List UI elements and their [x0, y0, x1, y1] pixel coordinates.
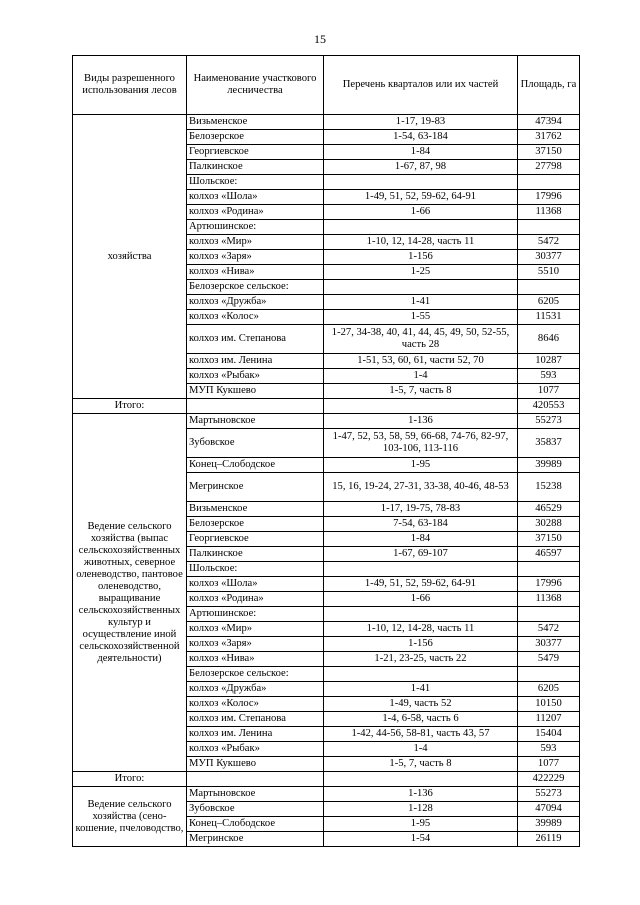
quarters-cell: 1-156	[324, 250, 518, 265]
total-row	[73, 772, 580, 787]
area-cell	[518, 667, 580, 682]
area-cell: 46529	[518, 502, 580, 517]
quarters-cell: 1-95	[324, 817, 518, 832]
district-name-cell: колхоз «Нива»	[187, 652, 324, 667]
table-body	[73, 115, 580, 847]
area-cell: 593	[518, 742, 580, 757]
area-cell	[518, 175, 580, 190]
area-cell: 8646	[518, 325, 580, 354]
quarters-cell: 1-49, 51, 52, 59-62, 64-91	[324, 577, 518, 592]
district-name-cell: Мегринское	[187, 832, 324, 847]
quarters-cell	[324, 175, 518, 190]
area-cell: 47094	[518, 802, 580, 817]
district-name-cell: колхоз им. Ленина	[187, 727, 324, 742]
quarters-cell: 1-128	[324, 802, 518, 817]
quarters-cell: 15, 16, 19-24, 27-31, 33-38, 40-46, 48-53	[324, 473, 518, 502]
quarters-cell: 1-49, 51, 52, 59-62, 64-91	[324, 190, 518, 205]
forest-use-table	[72, 55, 580, 847]
page-number: 15	[314, 32, 326, 46]
area-cell: 27798	[518, 160, 580, 175]
area-cell: 39989	[518, 458, 580, 473]
quarters-cell: 1-49, часть 52	[324, 697, 518, 712]
district-name-cell: Белозерское	[187, 130, 324, 145]
total-label: Итого:	[73, 772, 187, 787]
header-kind: Виды разрешенного использования лесов	[73, 56, 187, 115]
area-cell: 5472	[518, 235, 580, 250]
quarters-cell: 1-41	[324, 682, 518, 697]
district-name-cell: Белозерское сельское:	[187, 667, 324, 682]
quarters-cell: 1-21, 23-25, часть 22	[324, 652, 518, 667]
total-row	[73, 399, 580, 414]
quarters-cell: 1-42, 44-56, 58-81, часть 43, 57	[324, 727, 518, 742]
area-cell: 5479	[518, 652, 580, 667]
empty-cell	[324, 399, 518, 414]
district-name-cell: Шольское:	[187, 562, 324, 577]
district-name-cell: колхоз «Дружба»	[187, 295, 324, 310]
quarters-cell: 1-17, 19-75, 78-83	[324, 502, 518, 517]
area-cell: 15238	[518, 473, 580, 502]
district-name-cell: колхоз «Рыбак»	[187, 369, 324, 384]
total-value: 420553	[518, 399, 580, 414]
quarters-cell	[324, 220, 518, 235]
quarters-cell: 1-51, 53, 60, 61, части 52, 70	[324, 354, 518, 369]
empty-cell	[187, 399, 324, 414]
district-name-cell: колхоз «Дружба»	[187, 682, 324, 697]
quarters-cell: 1-67, 87, 98	[324, 160, 518, 175]
area-cell: 31762	[518, 130, 580, 145]
area-cell: 47394	[518, 115, 580, 130]
district-name-cell: колхоз «Родина»	[187, 205, 324, 220]
district-name-cell: колхоз «Шола»	[187, 577, 324, 592]
area-cell: 11207	[518, 712, 580, 727]
quarters-cell: 1-5, 7, часть 8	[324, 757, 518, 772]
area-cell: 1077	[518, 757, 580, 772]
area-cell: 55273	[518, 414, 580, 429]
area-cell: 30377	[518, 637, 580, 652]
header-district: Наименование участкового лесничества	[187, 56, 324, 115]
district-name-cell: колхоз «Родина»	[187, 592, 324, 607]
district-name-cell: Артюшинское:	[187, 220, 324, 235]
district-name-cell: Георгиевское	[187, 532, 324, 547]
area-cell	[518, 280, 580, 295]
quarters-cell: 1-84	[324, 145, 518, 160]
quarters-cell: 1-67, 69-107	[324, 547, 518, 562]
district-name-cell: Палкинское	[187, 547, 324, 562]
empty-cell	[187, 772, 324, 787]
use-kind-cell: Ведение сельского хозяйства (сено-кошение, пчеловодство,	[73, 787, 187, 847]
table-row	[73, 787, 580, 802]
area-cell: 593	[518, 369, 580, 384]
district-name-cell: Шольское:	[187, 175, 324, 190]
total-label: Итого:	[73, 399, 187, 414]
district-name-cell: Конец–Слободское	[187, 458, 324, 473]
quarters-cell: 1-4	[324, 742, 518, 757]
quarters-cell: 1-10, 12, 14-28, часть 11	[324, 235, 518, 250]
district-name-cell: Артюшинское:	[187, 607, 324, 622]
area-cell: 55273	[518, 787, 580, 802]
district-name-cell: колхоз им. Ленина	[187, 354, 324, 369]
district-name-cell: колхоз «Нива»	[187, 265, 324, 280]
area-cell: 15404	[518, 727, 580, 742]
area-cell: 10287	[518, 354, 580, 369]
district-name-cell: Белозерское сельское:	[187, 280, 324, 295]
area-cell: 26119	[518, 832, 580, 847]
quarters-cell: 1-5, 7, часть 8	[324, 384, 518, 399]
district-name-cell: Визьменское	[187, 502, 324, 517]
quarters-cell: 1-136	[324, 414, 518, 429]
quarters-cell	[324, 667, 518, 682]
district-name-cell: колхоз «Мир»	[187, 235, 324, 250]
quarters-cell: 1-54	[324, 832, 518, 847]
quarters-cell: 7-54, 63-184	[324, 517, 518, 532]
quarters-cell: 1-156	[324, 637, 518, 652]
district-name-cell: Белозерское	[187, 517, 324, 532]
area-cell: 30377	[518, 250, 580, 265]
area-cell: 46597	[518, 547, 580, 562]
use-kind-cell: хозяйства	[73, 115, 187, 399]
area-cell: 6205	[518, 295, 580, 310]
district-name-cell: колхоз «Шола»	[187, 190, 324, 205]
district-name-cell: колхоз «Колос»	[187, 310, 324, 325]
quarters-cell: 1-4	[324, 369, 518, 384]
area-cell	[518, 562, 580, 577]
district-name-cell: колхоз им. Степанова	[187, 712, 324, 727]
area-cell	[518, 220, 580, 235]
quarters-cell: 1-95	[324, 458, 518, 473]
district-name-cell: Визьменское	[187, 115, 324, 130]
quarters-cell	[324, 607, 518, 622]
district-name-cell: Мартыновское	[187, 787, 324, 802]
quarters-cell: 1-4, 6-58, часть 6	[324, 712, 518, 727]
area-cell	[518, 607, 580, 622]
quarters-cell: 1-41	[324, 295, 518, 310]
district-name-cell: колхоз «Рыбак»	[187, 742, 324, 757]
quarters-cell: 1-27, 34-38, 40, 41, 44, 45, 49, 50, 52-55, часть 28	[324, 325, 518, 354]
quarters-cell: 1-10, 12, 14-28, часть 11	[324, 622, 518, 637]
use-kind-cell: Ведение сельского хозяйства (выпас сельскохозяйственных животных, северное оленеводство, пантовое оленеводство, выращивание сельскохозяйственных культур и осуществление иной сельскохозяйственной деятельности)	[73, 414, 187, 772]
district-name-cell: Зубовское	[187, 429, 324, 458]
quarters-cell: 1-66	[324, 592, 518, 607]
area-cell: 6205	[518, 682, 580, 697]
district-name-cell: колхоз «Заря»	[187, 250, 324, 265]
quarters-cell	[324, 562, 518, 577]
total-value: 422229	[518, 772, 580, 787]
area-cell: 5472	[518, 622, 580, 637]
area-cell: 11368	[518, 592, 580, 607]
area-cell: 11531	[518, 310, 580, 325]
district-name-cell: колхоз «Колос»	[187, 697, 324, 712]
district-name-cell: Мартыновское	[187, 414, 324, 429]
quarters-cell: 1-66	[324, 205, 518, 220]
district-name-cell: колхоз им. Степанова	[187, 325, 324, 354]
district-name-cell: колхоз «Заря»	[187, 637, 324, 652]
empty-cell	[324, 772, 518, 787]
district-name-cell: колхоз «Мир»	[187, 622, 324, 637]
area-cell: 37150	[518, 532, 580, 547]
quarters-cell: 1-25	[324, 265, 518, 280]
district-name-cell: Палкинское	[187, 160, 324, 175]
header-area: Площадь, га	[518, 56, 580, 115]
table-row	[73, 414, 580, 429]
area-cell: 30288	[518, 517, 580, 532]
area-cell: 17996	[518, 577, 580, 592]
area-cell: 10150	[518, 697, 580, 712]
area-cell: 35837	[518, 429, 580, 458]
area-cell: 37150	[518, 145, 580, 160]
quarters-cell: 1-84	[324, 532, 518, 547]
quarters-cell: 1-55	[324, 310, 518, 325]
table-row	[73, 115, 580, 130]
area-cell: 5510	[518, 265, 580, 280]
quarters-cell	[324, 280, 518, 295]
district-name-cell: МУП Кукшево	[187, 384, 324, 399]
area-cell: 17996	[518, 190, 580, 205]
table-header-row	[73, 56, 580, 115]
quarters-cell: 1-54, 63-184	[324, 130, 518, 145]
district-name-cell: Зубовское	[187, 802, 324, 817]
district-name-cell: Конец–Слободское	[187, 817, 324, 832]
quarters-cell: 1-47, 52, 53, 58, 59, 66-68, 74-76, 82-97, 103-106, 113-116	[324, 429, 518, 458]
area-cell: 1077	[518, 384, 580, 399]
area-cell: 39989	[518, 817, 580, 832]
quarters-cell: 1-17, 19-83	[324, 115, 518, 130]
header-quarters: Перечень кварталов или их частей	[324, 56, 518, 115]
district-name-cell: Мегринское	[187, 473, 324, 502]
quarters-cell: 1-136	[324, 787, 518, 802]
area-cell: 11368	[518, 205, 580, 220]
district-name-cell: Георгиевское	[187, 145, 324, 160]
district-name-cell: МУП Кукшево	[187, 757, 324, 772]
